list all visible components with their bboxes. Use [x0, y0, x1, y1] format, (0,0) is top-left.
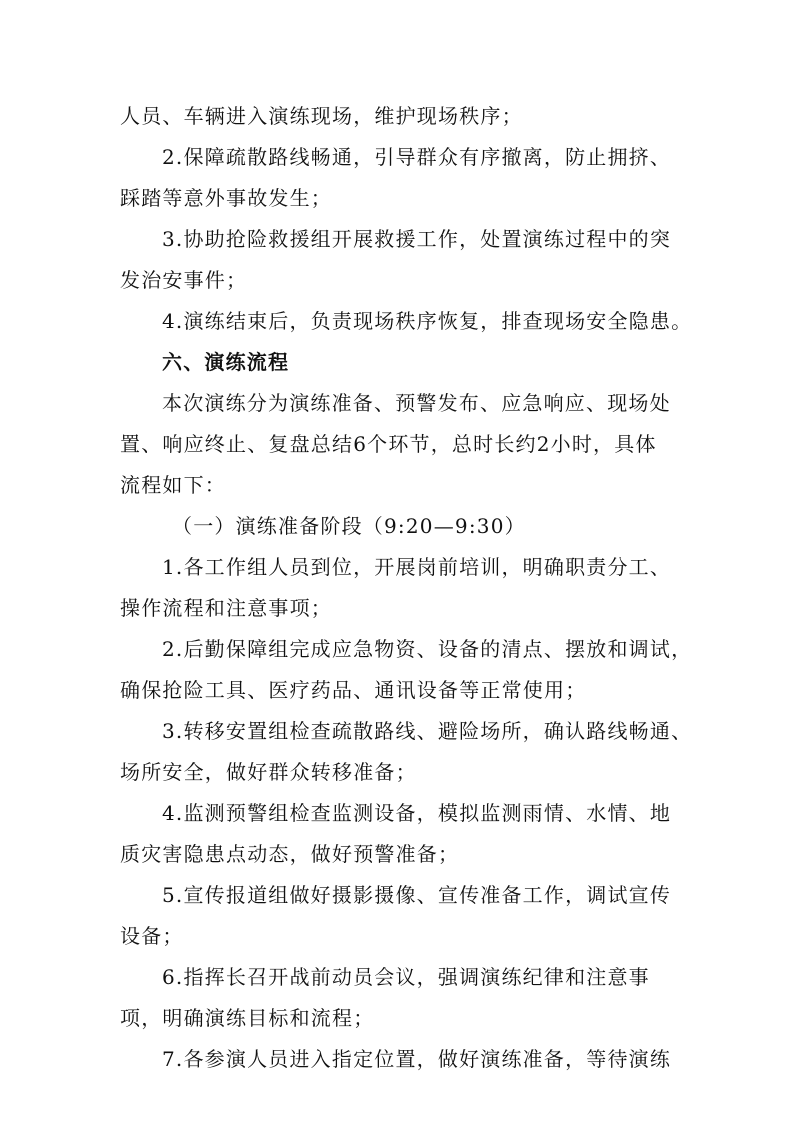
text-line: 踩踏等意外事故发生；	[120, 186, 332, 210]
text-line: 发治安事件；	[120, 268, 248, 292]
list-item-4: 4.演练结束后，负责现场秩序恢复，排查现场安全隐患。	[162, 309, 693, 333]
document-body	[120, 96, 693, 1080]
list-item-4: 4.监测预警组检查监测设备，模拟监测雨情、水情、地	[162, 801, 672, 825]
paragraph-line: 本次演练分为演练准备、预警发布、应急响应、现场处	[162, 391, 671, 415]
list-item-2: 2.后勤保障组完成应急物资、设备的清点、摆放和调试，	[162, 637, 693, 661]
list-item-3: 3.协助抢险救援组开展救援工作，处置演练过程中的突	[162, 227, 672, 251]
text-line: 质灾害隐患点动态，做好预警准备；	[120, 842, 460, 866]
paragraph-line: 流程如下：	[120, 473, 226, 497]
text-line: 设备；	[120, 924, 184, 948]
text-line: 项，明确演练目标和流程；	[120, 1006, 375, 1030]
subsection-heading: （一）演练准备阶段（9:20—9:30）	[172, 514, 526, 538]
text-line: 人员、车辆进入演练现场，维护现场秩序；	[120, 104, 523, 128]
list-item-1: 1.各工作组人员到位，开展岗前培训，明确职责分工、	[162, 555, 672, 579]
list-item-7: 7.各参演人员进入指定位置，做好演练准备，等待演练	[162, 1047, 672, 1071]
list-item-2: 2.保障疏散路线畅通，引导群众有序撤离，防止拥挤、	[162, 145, 672, 169]
paragraph-line: 置、响应终止、复盘总结6个环节，总时长约2小时，具体	[120, 432, 657, 456]
text-line: 确保抢险工具、医疗药品、通讯设备等正常使用；	[120, 678, 587, 702]
section-heading: 六、演练流程	[162, 350, 290, 374]
list-item-3: 3.转移安置组检查疏散路线、避险场所，确认路线畅通、	[162, 719, 693, 743]
list-item-6: 6.指挥长召开战前动员会议，强调演练纪律和注意事	[162, 965, 650, 989]
text-line: 操作流程和注意事项；	[120, 596, 332, 620]
text-line: 场所安全，做好群众转移准备；	[120, 760, 417, 784]
list-item-5: 5.宣传报道组做好摄影摄像、宣传准备工作，调试宣传	[162, 883, 672, 907]
